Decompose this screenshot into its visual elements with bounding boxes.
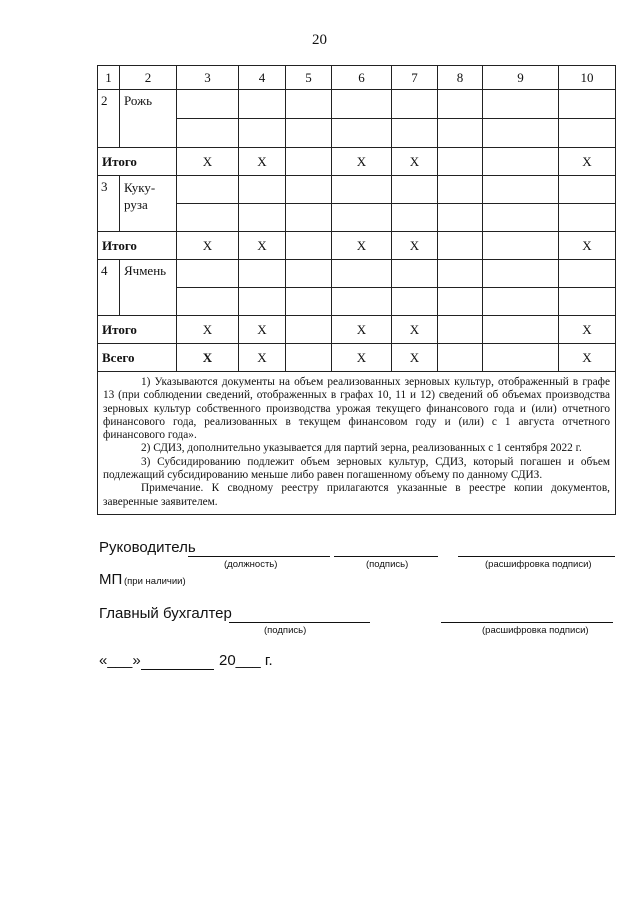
date-day: «___» bbox=[99, 652, 141, 669]
x-mark: X bbox=[559, 344, 616, 372]
x-mark: X bbox=[239, 344, 286, 372]
x-mark: X bbox=[392, 232, 438, 260]
note-3: 3) Субсидированию подлежит объем зерновых культур, СДИЗ, который погашен и объем подлежащий субсидированию меньше либо равен погашенному объему по данному СДИЗ. bbox=[103, 455, 610, 482]
page-number: 20 bbox=[312, 32, 327, 48]
x-mark: X bbox=[392, 344, 438, 372]
x-mark: X bbox=[177, 344, 239, 372]
note-2: 2) СДИЗ, дополнительно указывается для партий зерна, реализованных с 1 сентября 2022 г. bbox=[141, 442, 582, 455]
x-mark: X bbox=[559, 316, 616, 344]
table-row bbox=[98, 176, 616, 204]
notes-row bbox=[98, 372, 616, 515]
itogo-label: Итого bbox=[98, 148, 177, 176]
itogo-row bbox=[98, 148, 616, 176]
accountant-decoding-caption: (расшифровка подписи) bbox=[482, 625, 589, 636]
crop-number: 2 bbox=[98, 90, 120, 148]
x-mark: X bbox=[239, 232, 286, 260]
head-decoding-line bbox=[458, 556, 615, 557]
table-row bbox=[98, 260, 616, 288]
itogo-label: Итого bbox=[98, 316, 177, 344]
column-number: 6 bbox=[332, 66, 392, 90]
x-mark: X bbox=[332, 148, 392, 176]
x-mark: X bbox=[239, 148, 286, 176]
seal-label: МП bbox=[99, 571, 123, 588]
x-mark: X bbox=[177, 232, 239, 260]
column-number: 9 bbox=[483, 66, 559, 90]
seal-note: (при наличии) bbox=[124, 576, 186, 587]
x-mark: X bbox=[392, 148, 438, 176]
column-number: 5 bbox=[286, 66, 332, 90]
column-number: 1 bbox=[98, 66, 120, 90]
note-remark: Примечание. К сводному реестру прилагаются указанные в реестре копии документов, заверенные заявителем. bbox=[103, 482, 610, 508]
position-line bbox=[188, 556, 330, 557]
x-mark: X bbox=[332, 344, 392, 372]
crop-number: 3 bbox=[98, 176, 120, 232]
column-number: 8 bbox=[438, 66, 483, 90]
crop-number: 4 bbox=[98, 260, 120, 316]
decoding-caption: (расшифровка подписи) bbox=[485, 559, 592, 570]
head-label: Руководитель bbox=[99, 539, 196, 556]
column-number: 10 bbox=[559, 66, 616, 90]
accountant-signature-line bbox=[229, 622, 370, 623]
accountant-decoding-line bbox=[441, 622, 613, 623]
signature-caption: (подпись) bbox=[366, 559, 409, 570]
itogo-row bbox=[98, 232, 616, 260]
x-mark: X bbox=[332, 316, 392, 344]
column-number: 7 bbox=[392, 66, 438, 90]
x-mark: X bbox=[239, 316, 286, 344]
vsego-label: Всего bbox=[98, 344, 177, 372]
x-mark: X bbox=[332, 232, 392, 260]
vsego-row bbox=[98, 344, 616, 372]
accountant-label: Главный бухгалтер bbox=[99, 605, 232, 622]
itogo-label: Итого bbox=[98, 232, 177, 260]
column-number: 3 bbox=[177, 66, 239, 90]
column-number-row bbox=[98, 66, 616, 90]
head-signature-line bbox=[334, 556, 438, 557]
x-mark: X bbox=[559, 148, 616, 176]
crop-name: Рожь bbox=[120, 90, 177, 148]
notes-cell bbox=[98, 372, 616, 515]
column-number: 2 bbox=[120, 66, 177, 90]
table-row bbox=[98, 90, 616, 119]
date-month-line bbox=[141, 669, 214, 670]
crop-name: Куку- руза bbox=[120, 176, 177, 232]
note-1: 1) Указываются документы на объем реализованных зерновых культур, отображенный в графе 13 (при соблюдении сведений, отображенных в графах 10, 11 и 12) сведений об объемах производства зерновых культур собственного производства урожая текущего финансового года и (или) отчетного финансового года, реализованных в текущем финансовом году и (или) с 1 августа отчетного финансового года». bbox=[103, 376, 610, 442]
crop-name: Ячмень bbox=[120, 260, 177, 316]
x-mark: X bbox=[177, 148, 239, 176]
position-caption: (должность) bbox=[224, 559, 278, 570]
x-mark: X bbox=[177, 316, 239, 344]
accountant-signature-caption: (подпись) bbox=[264, 625, 307, 636]
date-year: 20___ г. bbox=[219, 652, 273, 669]
registry-table bbox=[97, 65, 616, 515]
column-number: 4 bbox=[239, 66, 286, 90]
x-mark: X bbox=[559, 232, 616, 260]
x-mark: X bbox=[392, 316, 438, 344]
itogo-row bbox=[98, 316, 616, 344]
